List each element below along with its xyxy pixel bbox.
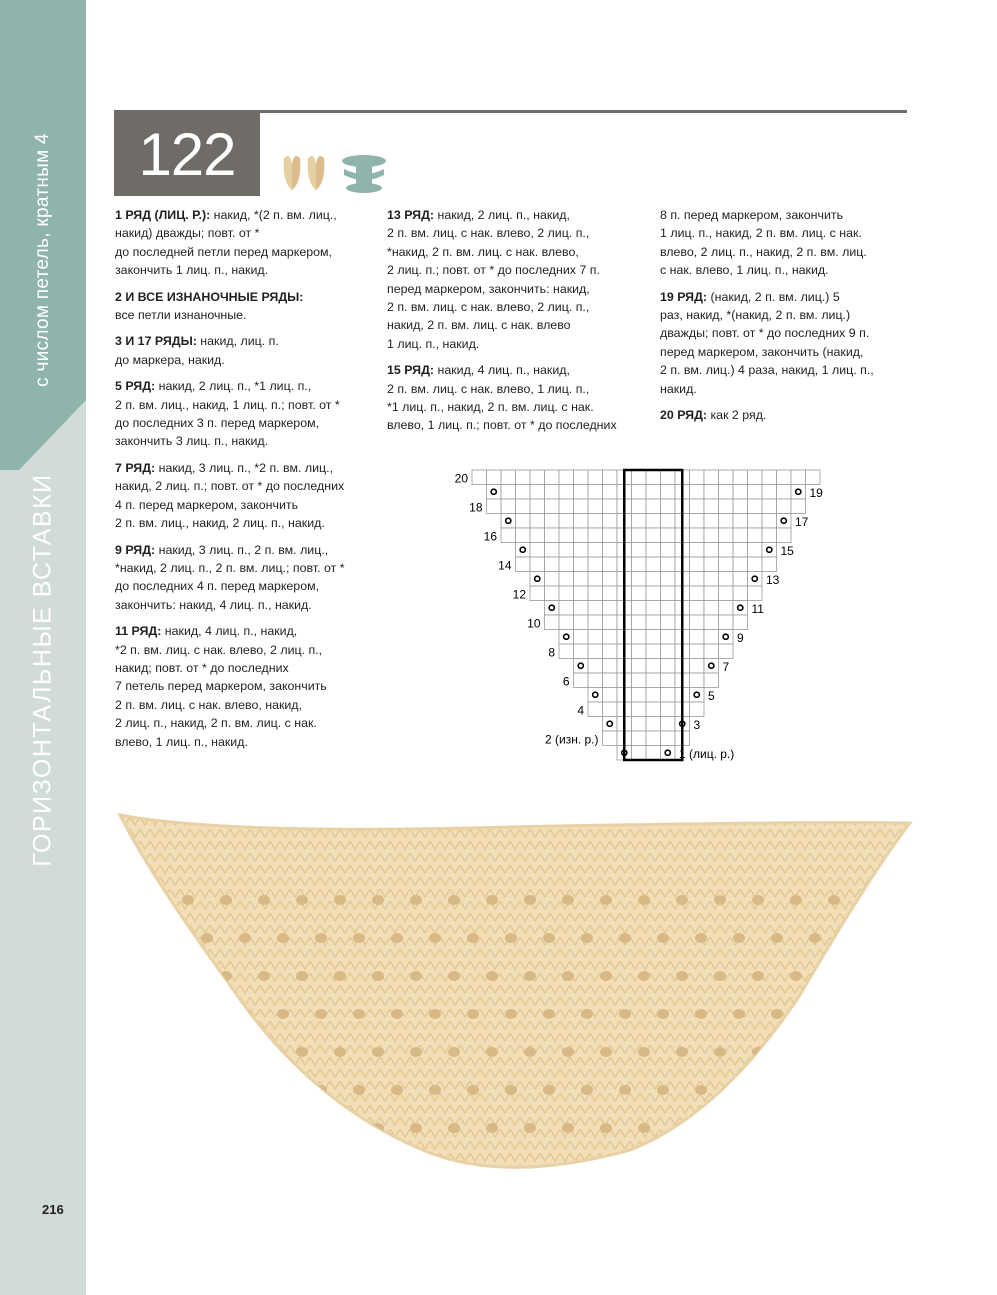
- chart-row-label-right: 17: [795, 515, 809, 529]
- sidebar-subtitle: с числом петель, кратным 4: [32, 133, 53, 387]
- row-5-instruction: 5 РЯД: накид, 2 лиц. п., *1 лиц. п., 2 п. вм. лиц., накид, 1 лиц. п.; повт. от * до последних 3 п. перед маркером, закончить 3 лиц. п., накид.: [115, 379, 340, 449]
- chart-row-label-right: 9: [737, 631, 744, 645]
- chart-row-label-left: 8: [548, 645, 555, 660]
- chart-row-label-left: 12: [512, 587, 526, 602]
- chart-row-label-left: 14: [498, 558, 512, 573]
- instructions-column-3: [660, 206, 900, 432]
- pattern-number: 122: [114, 113, 260, 196]
- knitted-lace-swatch: [110, 805, 915, 1185]
- chart-row-label-left: 2 (изн. р.): [544, 732, 599, 747]
- chart-row-label-right: 11: [751, 602, 764, 616]
- row-15-continued: 8 п. перед маркером, закончить 1 лиц. п., накид, 2 п. вм. лиц. с нак. влево, 2 лиц. п., накид, 2 п. вм. лиц. с нак. влево, 1 лиц. п., накид.: [660, 208, 867, 278]
- chart-row-label-right: 1 (лиц. р.): [679, 747, 735, 761]
- chart-row-label-right: 19: [809, 486, 823, 500]
- row-11-instruction: 11 РЯД: накид, 4 лиц. п., накид, *2 п. вм. лиц. с нак. влево, 2 лиц. п., накид; повт. от * до последних 7 петель перед маркером, закончить 2 п. вм. лиц. с нак. влево, накид, 2 лиц. п., накид, 2 п. вм. лиц. с нак. влево, 1 лиц. п., накид.: [115, 624, 327, 749]
- chart-row-label-right: 3: [693, 718, 701, 732]
- chart-row-label-left: 10: [527, 616, 541, 631]
- pattern-icons: [280, 152, 390, 199]
- chart-row-label-right: 5: [708, 689, 715, 703]
- chart-row-label-left: 16: [483, 529, 497, 544]
- row-20-instruction: 20 РЯД: как 2 ряд.: [660, 408, 767, 423]
- row-1-instruction: 1 РЯД (ЛИЦ. Р.): накид, *(2 п. вм. лиц., накид) дважды; повт. от * до последней петли перед маркером, закончить 1 лиц. п., накид.: [115, 208, 337, 278]
- page-number: 216: [42, 1202, 64, 1217]
- chart-row-label-left: 4: [577, 703, 584, 718]
- row-3-17-instruction: 3 И 17 РЯДЫ: накид, лиц. п. до маркера, накид.: [115, 334, 279, 367]
- knitting-chart: [440, 460, 850, 765]
- chart-row-label-left: 6: [562, 674, 570, 689]
- chart-row-label-left: 18: [469, 500, 483, 515]
- chart-row-label-right: 13: [766, 573, 780, 587]
- yarn-skein-icon: [342, 155, 386, 193]
- chart-row-label-right: 7: [722, 660, 730, 674]
- chart-row-label-left: 20: [454, 471, 468, 486]
- instructions-column-1: [115, 206, 380, 759]
- row-2-instruction: 2 И ВСЕ ИЗНАНОЧНЫЕ РЯДЫ: все петли изнаночные.: [115, 289, 304, 323]
- row-19-instruction: 19 РЯД: (накид, 2 п. вм. лиц.) 5 раз, накид, *(накид, 2 п. вм. лиц.) дважды; повт. от * до последних 9 п. перед маркером, закончить (накид, 2 п. вм. лиц.) 4 раза, накид, 1 лиц. п., накид.: [660, 289, 874, 396]
- knit-stitch-icon: [284, 156, 325, 190]
- sidebar-section-title: ГОРИЗОНТАЛЬНЫЕ ВСТАВКИ: [28, 473, 57, 867]
- sidebar: [0, 0, 86, 1295]
- row-7-instruction: 7 РЯД: накид, 3 лиц. п., *2 п. вм. лиц., накид, 2 лиц. п.; повт. от * до последних 4 п. перед маркером, закончить 2 п. вм. лиц., накид, 2 лиц. п., накид.: [115, 460, 345, 531]
- row-13-instruction: 13 РЯД: накид, 2 лиц. п., накид, 2 п. вм. лиц. с нак. влево, 2 лиц. п., *накид, 2 п. вм. лиц. с нак. влево, 2 лиц. п.; повт. от * до последних 7 п. перед маркером, закончить: накид, 2 п. вм. лиц. с нак. влево, 2 лиц. п., накид, 2 п. вм. лиц. с нак. влево 1 лиц. п., накид.: [387, 208, 600, 351]
- chart-row-label-right: 15: [780, 544, 794, 558]
- row-9-instruction: 9 РЯД: накид, 3 лиц. п., 2 п. вм. лиц., *накид, 2 лиц. п., 2 п. вм. лиц.; повт. от * до последних 4 п. перед маркером, закончить: накид, 4 лиц. п., накид.: [115, 542, 345, 612]
- row-15-instruction: 15 РЯД: накид, 4 лиц. п., накид, 2 п. вм. лиц. с нак. влево, 1 лиц. п., *1 лиц. п., накид, 2 п. вм. лиц. с нак. влево, 1 лиц. п.; повт. от * до последних: [387, 363, 617, 433]
- instructions-column-2: [387, 206, 647, 443]
